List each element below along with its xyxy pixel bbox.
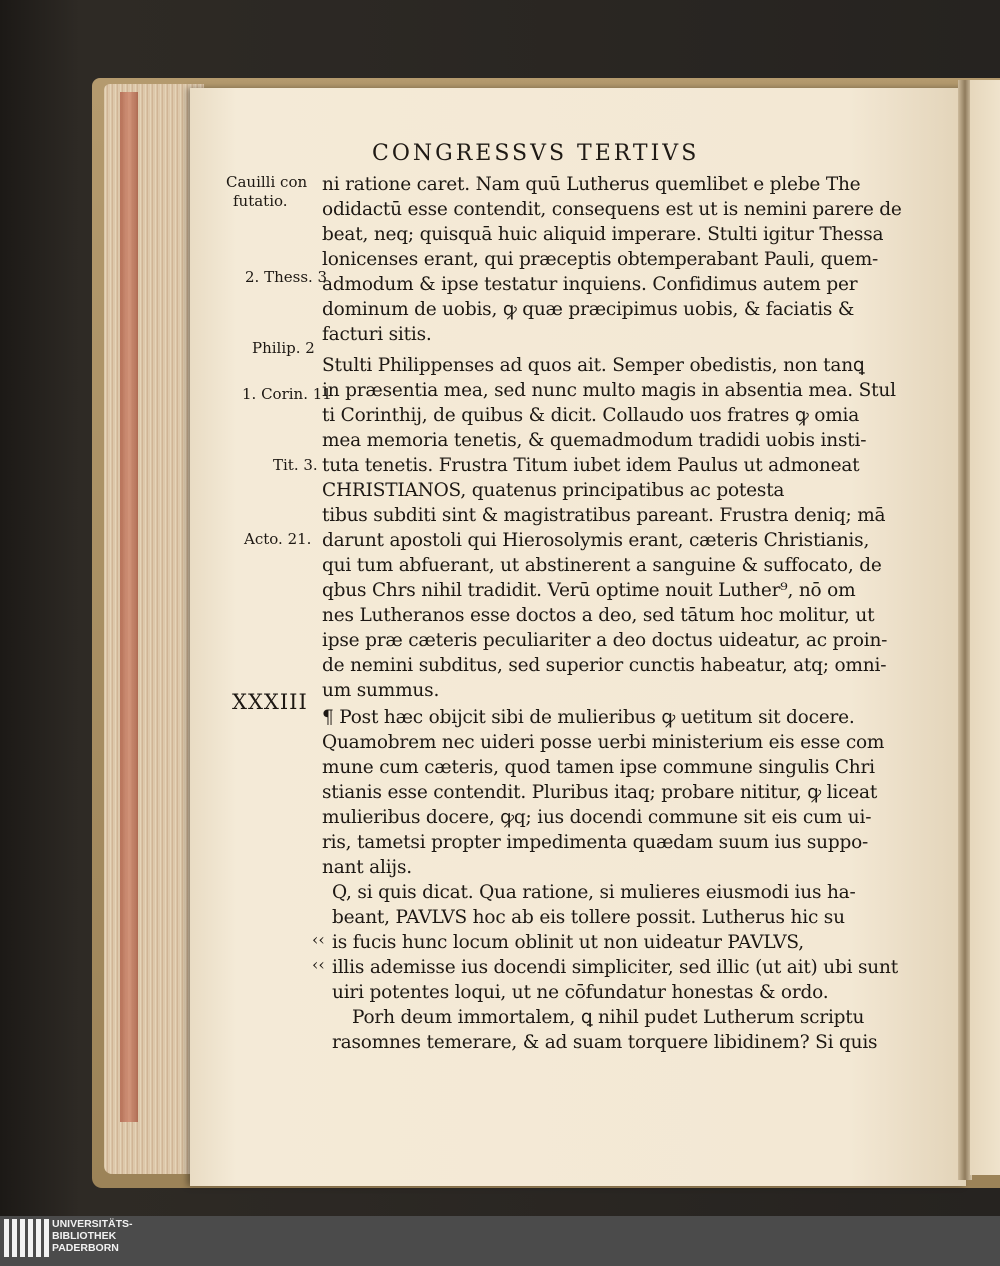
text-line: in præsentia mea, sed nunc multo magis in absentia mea. Stul xyxy=(322,380,896,401)
text-line: odidactū esse contendit, consequens est ut is nemini parere de xyxy=(322,199,902,220)
text-line: Quamobrem nec uideri posse uerbi ministerium eis esse com xyxy=(322,732,885,753)
text-line: illis ademisse ius docendi simpliciter, sed illic (ut ait) ubi sunt xyxy=(332,957,898,978)
text-line: mea memoria tenetis, & quemadmodum tradidi uobis insti- xyxy=(322,430,867,451)
text-line: de nemini subditus, sed superior cunctis habeatur, atq; omni- xyxy=(322,655,887,676)
text-line: ris, tametsi propter impedimenta quædam suum ius suppo- xyxy=(322,832,869,853)
library-footer-bar xyxy=(0,1216,1000,1266)
margin-note: Acto. 21. xyxy=(244,530,312,548)
text-line: ti Corinthij, de quibus & dicit. Collaudo uos fratres ꝙ omia xyxy=(322,405,860,426)
margin-note: futatio. xyxy=(233,192,288,210)
text-line: qbus Chrs nihil tradidit. Verū optime nouit Luther⁹, nō om xyxy=(322,580,856,601)
text-line: nant alijs. xyxy=(322,857,412,878)
text-line: facturi sitis. xyxy=(322,324,432,345)
text-line: CHRISTIANOS, quatenus principatibus ac potesta xyxy=(322,480,785,501)
quote-mark: ‹‹ xyxy=(312,955,325,974)
section-number: XXXIII xyxy=(232,690,308,714)
text-line: stianis esse contendit. Pluribus itaq; probare nititur, ꝙ liceat xyxy=(322,782,878,803)
text-line: ipse præ cæteris peculiariter a deo doctus uideatur, ac proin- xyxy=(322,630,888,651)
text-line: beant, PAVLVS hoc ab eis tollere possit. Lutherus hic su xyxy=(332,907,845,928)
margin-note: 2. Thess. 3 xyxy=(245,268,328,286)
margin-note: Philip. 2 xyxy=(252,339,315,357)
text-line: dominum de uobis, ꝙ quæ præcipimus uobis, & faciatis & xyxy=(322,299,855,320)
library-name-line: PADERBORN xyxy=(52,1242,119,1254)
text-line: ni ratione caret. Nam quū Lutherus quemlibet e plebe The xyxy=(322,174,861,195)
library-logo-icon xyxy=(4,1219,49,1257)
quote-mark: ‹‹ xyxy=(312,930,325,949)
facing-page xyxy=(970,80,1000,1175)
text-line: qui tum abfuerant, ut abstinerent a sanguine & suffocato, de xyxy=(322,555,882,576)
text-line: admodum & ipse testatur inquiens. Confidimus autem per xyxy=(322,274,858,295)
red-edge-trim xyxy=(120,92,138,1122)
text-line: tibus subditi sint & magistratibus pareant. Frustra deniq; mā xyxy=(322,505,886,526)
library-logo-text xyxy=(52,1218,133,1254)
text-line: beat, neq; quisquā huic aliquid imperare. Stulti igitur Thessa xyxy=(322,224,884,245)
page-title: CONGRESSVS TERTIVS xyxy=(372,141,700,166)
margin-note: 1. Corin. 11 xyxy=(242,385,332,403)
text-line: Porh deum immortalem, ꝗ nihil pudet Lutherum scriptu xyxy=(352,1007,865,1028)
text-line: mune cum cæteris, quod tamen ipse commune singulis Chri xyxy=(322,757,875,778)
text-line: ¶ Post hæc obijcit sibi de mulieribus ꝙ uetitum sit docere. xyxy=(322,707,855,728)
text-line: Q, si quis dicat. Qua ratione, si mulieres eiusmodi ius ha- xyxy=(332,882,856,903)
margin-note: Cauilli con xyxy=(226,173,308,191)
text-line: um summus. xyxy=(322,680,440,701)
text-line: mulieribus docere, ꝙq; ius docendi commune sit eis cum ui- xyxy=(322,807,872,828)
text-line: darunt apostoli qui Hierosolymis erant, cæteris Christianis, xyxy=(322,530,870,551)
text-line: lonicenses erant, qui præceptis obtemperabant Pauli, quem- xyxy=(322,249,879,270)
text-line: is fucis hunc locum oblinit ut non uideatur PAVLVS, xyxy=(332,932,804,953)
text-line: rasomnes temerare, & ad suam torquere libidinem? Si quis xyxy=(332,1032,878,1053)
margin-note: Tit. 3. xyxy=(273,456,318,474)
text-line: Stulti Philippenses ad quos ait. Semper obedistis, non tanꝗ xyxy=(322,355,865,376)
text-line: nes Lutheranos esse doctos a deo, sed tātum hoc molitur, ut xyxy=(322,605,875,626)
page-edges xyxy=(104,84,204,1174)
library-name-line: UNIVERSITÄTS- xyxy=(52,1218,133,1230)
library-name-line: BIBLIOTHEK xyxy=(52,1230,117,1242)
text-line: tuta tenetis. Frustra Titum iubet idem Paulus ut admoneat xyxy=(322,455,860,476)
text-line: uiri potentes loqui, ut ne cōfundatur honestas & ordo. xyxy=(332,982,829,1003)
